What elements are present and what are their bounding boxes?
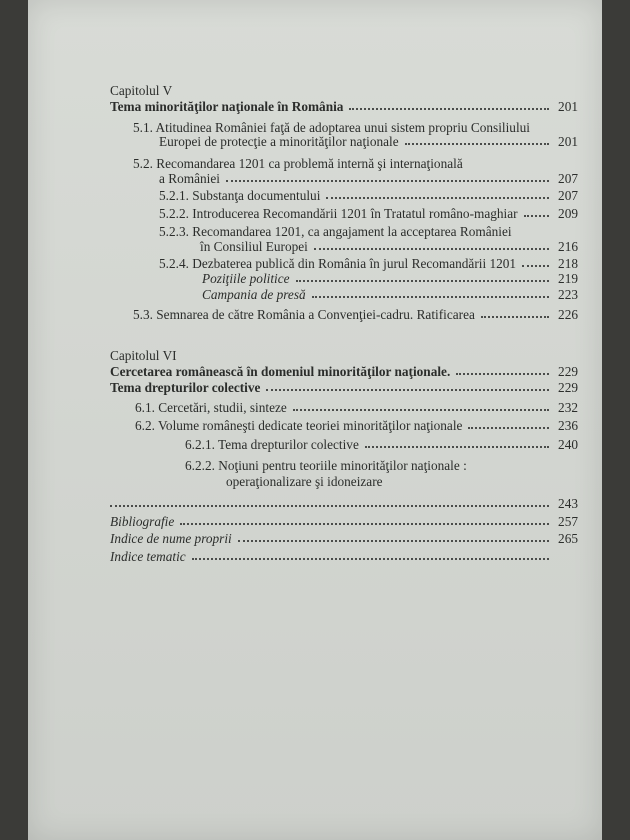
section-number: 6.2. <box>135 418 155 433</box>
page-number: 232 <box>558 400 578 415</box>
section-number: 5.2.4. <box>159 256 189 271</box>
leader-dots <box>481 316 549 318</box>
page-number: 226 <box>558 307 578 322</box>
toc-entry-bibliografie <box>110 514 578 529</box>
chapter-title: Tema drepturilor colective <box>110 380 261 395</box>
section-number: 5.3. <box>133 307 153 322</box>
entry-title: Introducerea Recomandării 1201 în Tratatul româno-maghiar <box>192 206 518 221</box>
leader-dots <box>456 373 549 375</box>
page-number: 207 <box>558 188 578 203</box>
page-number: 265 <box>558 531 578 546</box>
entry-text: Indice de nume proprii <box>110 531 232 546</box>
entry-text <box>159 188 320 203</box>
entry-title: Dezbaterea publică din România în jurul Recomandării 1201 <box>192 256 517 271</box>
section-number: 5.2.1. <box>159 188 189 203</box>
entry-text <box>135 418 462 433</box>
leader-dots <box>296 280 549 282</box>
chapter-title-row <box>110 99 578 114</box>
toc-entry-6-1 <box>135 400 578 415</box>
entry-text <box>185 437 359 452</box>
page-number: 223 <box>558 287 578 302</box>
toc-entry-6-2-2-line1 <box>185 458 467 473</box>
table-of-contents <box>28 0 602 840</box>
section-number: 5.2.2. <box>159 206 189 221</box>
entry-text: operaţionalizare şi idoneizare <box>226 474 383 489</box>
toc-entry-indice-nume <box>110 531 578 546</box>
entry-text: Campania de presă <box>202 287 306 302</box>
section-number: 6.2.1. <box>185 437 215 452</box>
page-number: 216 <box>558 239 578 254</box>
entry-text: în Consiliul Europei <box>200 239 308 254</box>
leader-dots <box>524 215 549 217</box>
toc-entry-5-2-line2 <box>159 171 578 186</box>
leader-dots <box>238 540 549 542</box>
toc-entry-campania <box>202 287 578 302</box>
page-number: 201 <box>558 99 578 114</box>
book-page <box>28 0 602 840</box>
toc-entry-5-2-4 <box>159 256 578 271</box>
chapter-title: Tema minorităţilor naţionale în România <box>110 99 344 114</box>
entry-text: Noţiuni pentru teoriile minorităţilor naţionale : <box>218 458 467 473</box>
page-number: 229 <box>558 364 578 379</box>
leader-dots <box>365 446 549 448</box>
section-number: 5.1. <box>133 120 153 135</box>
entry-text <box>159 206 518 221</box>
leader-dots <box>226 180 549 182</box>
toc-entry-5-2-3-line2 <box>200 239 578 254</box>
toc-entry-5-2-2 <box>159 206 578 221</box>
page-number: 207 <box>558 171 578 186</box>
toc-entry-5-3 <box>133 307 578 322</box>
leader-dots <box>192 558 549 560</box>
leader-dots <box>312 296 549 298</box>
section-number: 6.1. <box>135 400 155 415</box>
entry-text: a României <box>159 171 220 186</box>
entry-text: Recomandarea 1201, ca angajament la acceptarea României <box>192 224 512 239</box>
page-number: 229 <box>558 380 578 395</box>
entry-title: Semnarea de către România a Convenţiei-cadru. Ratificarea <box>156 307 475 322</box>
entry-title: Volume româneşti dedicate teoriei minorităţilor naţionale <box>158 418 463 433</box>
entry-text <box>159 256 516 271</box>
leader-dots <box>110 505 549 507</box>
toc-entry-5-1-line1 <box>133 120 530 135</box>
entry-text: Recomandarea 1201 ca problemă internă şi internaţională <box>156 156 463 171</box>
entry-title: Substanţa documentului <box>192 188 321 203</box>
toc-entry-5-2-3-line1 <box>159 224 512 239</box>
toc-entry-6-2 <box>135 418 578 433</box>
leader-dots <box>266 389 549 391</box>
page-number: 236 <box>558 418 578 433</box>
leader-dots <box>314 248 549 250</box>
toc-entry-indice-tematic <box>110 549 578 564</box>
entry-title: Tema drepturilor colective <box>218 437 359 452</box>
section-number: 5.2.3. <box>159 224 189 239</box>
chapter-label: Capitolul V <box>110 83 173 98</box>
entry-text <box>133 307 475 322</box>
chapter-title-row-1 <box>110 364 578 379</box>
entry-text: Poziţiile politice <box>202 271 290 286</box>
section-number: 5.2. <box>133 156 153 171</box>
toc-entry-pozitiile <box>202 271 578 286</box>
entry-title: Cercetări, studii, sinteze <box>158 400 287 415</box>
chapter-title-row-2 <box>110 380 578 395</box>
toc-entry-6-2-2-line2 <box>226 474 383 489</box>
page-number: 257 <box>558 514 578 529</box>
toc-dot-leader-row <box>110 496 578 511</box>
toc-entry-5-2-line1 <box>133 156 463 171</box>
toc-entry-5-2-1 <box>159 188 578 203</box>
page-number: 201 <box>558 134 578 149</box>
leader-dots <box>293 409 549 411</box>
page-number: 218 <box>558 256 578 271</box>
leader-dots <box>349 108 549 110</box>
page-number: 209 <box>558 206 578 221</box>
chapter-label: Capitolul VI <box>110 348 177 363</box>
chapter-title: Cercetarea românească în domeniul minorităţilor naţionale. <box>110 364 451 379</box>
entry-text: Bibliografie <box>110 514 175 529</box>
entry-text: Indice tematic <box>110 549 186 564</box>
entry-text: Europei de protecţie a minorităţilor naţionale <box>159 134 399 149</box>
leader-dots <box>180 523 549 525</box>
toc-entry-5-1-line2 <box>159 134 578 149</box>
entry-text: Atitudinea României faţă de adoptarea unui sistem propriu Consiliului <box>155 120 530 135</box>
section-number: 6.2.2. <box>185 458 215 473</box>
leader-dots <box>468 427 549 429</box>
page-number: 243 <box>558 496 578 511</box>
leader-dots <box>522 265 549 267</box>
leader-dots <box>405 143 549 145</box>
toc-entry-6-2-1 <box>185 437 578 452</box>
page-number: 240 <box>558 437 578 452</box>
entry-text <box>135 400 287 415</box>
page-number: 219 <box>558 271 578 286</box>
leader-dots <box>326 197 549 199</box>
